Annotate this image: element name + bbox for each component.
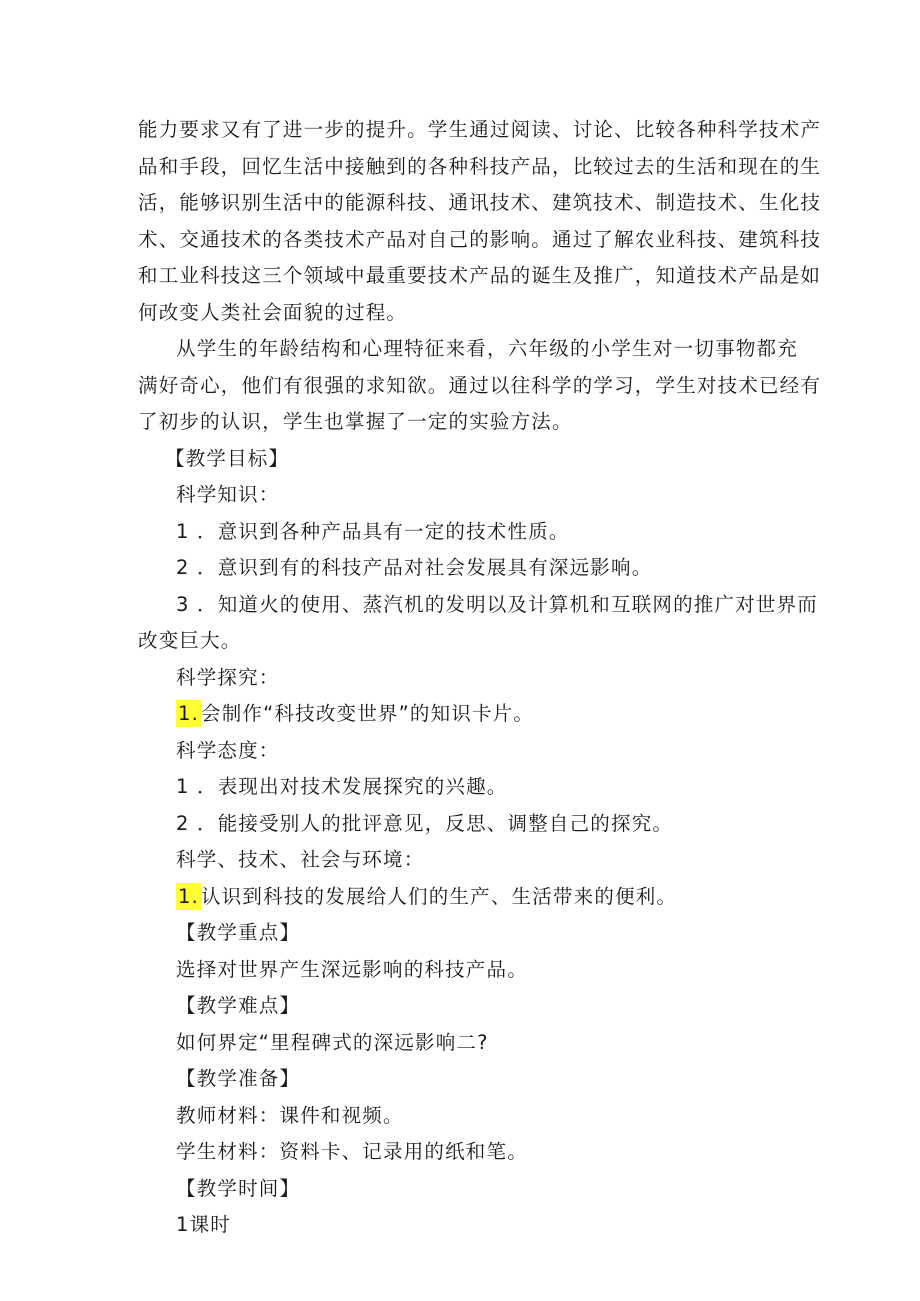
key-point-heading: 【教学重点】 — [176, 921, 301, 944]
attitude-item-1: 1 ．表现出对技术发展探究的兴趣。 — [176, 775, 508, 798]
intro-line-2: 品和手段，回忆生活中接触到的各种科技产品，比较过去的生活和现在的生 — [138, 155, 822, 178]
intro-line-3: 活，能够识别生活中的能源科技、通讯技术、建筑技术、制造技术、生化技 — [138, 191, 822, 214]
highlighted-number: 1. — [178, 885, 200, 908]
key-point-text: 选择对世界产生深远影响的科技产品。 — [176, 958, 528, 981]
sts-title: 科学、技术、社会与环境： — [176, 848, 425, 871]
knowledge-item-3: 3 ．知道火的使用、蒸汽机的发明以及计算机和互联网的推广对世界而 — [176, 593, 819, 616]
inquiry-item-text: 会制作“科技改变世界”的知识卡片。 — [201, 702, 535, 725]
goals-heading: 【教学目标】 — [165, 447, 290, 470]
inquiry-title: 科学探究： — [176, 666, 280, 689]
sts-item-text: 认识到科技的发展给人们的生产、生活带来的便利。 — [201, 885, 678, 908]
analysis-line-1: 从学生的年龄结构和心理特征来看，六年级的小学生对一切事物都充 — [176, 337, 798, 360]
intro-line-5: 和工业科技这三个领域中最重要技术产品的诞生及推广，知道技术产品是如 — [138, 264, 822, 287]
student-materials: 学生材料：资料卡、记录用的纸和笔。 — [176, 1140, 528, 1163]
attitude-title: 科学态度： — [176, 739, 280, 762]
knowledge-item-2: 2 ．意识到有的科技产品对社会发展具有深远影响。 — [176, 556, 653, 579]
intro-line-1: 能力要求又有了进一步的提升。学生通过阅读、讨论、比较各种科学技术产 — [138, 118, 822, 141]
knowledge-title: 科学知识： — [176, 483, 280, 506]
sts-item-1 — [176, 879, 836, 915]
analysis-line-3: 了初步的认识，学生也掌握了一定的实验方法。 — [138, 410, 573, 433]
knowledge-item-1: 1 ．意识到各种产品具有一定的技术性质。 — [176, 520, 570, 543]
inquiry-item-1 — [176, 696, 836, 732]
difficulty-heading: 【教学难点】 — [176, 994, 301, 1017]
time-text: 1课时 — [176, 1213, 232, 1236]
time-heading: 【教学时间】 — [176, 1177, 301, 1200]
attitude-item-2: 2 ．能接受别人的批评意见，反思、调整自己的探究。 — [176, 812, 674, 835]
analysis-line-2: 满好奇心，他们有很强的求知欲。通过以往科学的学习，学生对技术已经有 — [138, 374, 822, 397]
preparation-heading: 【教学准备】 — [176, 1067, 301, 1090]
intro-line-6: 何改变人类社会面貌的过程。 — [138, 301, 408, 324]
teacher-materials: 教师材料：课件和视频。 — [176, 1104, 404, 1127]
intro-line-4: 术、交通技术的各类技术产品对自己的影响。通过了解农业科技、建筑科技 — [138, 228, 822, 251]
highlighted-number: 1. — [178, 702, 200, 725]
knowledge-item-3-continuation: 改变巨大。 — [138, 629, 242, 652]
difficulty-text: 如何界定“里程碑式的深远影响二? — [176, 1031, 489, 1054]
